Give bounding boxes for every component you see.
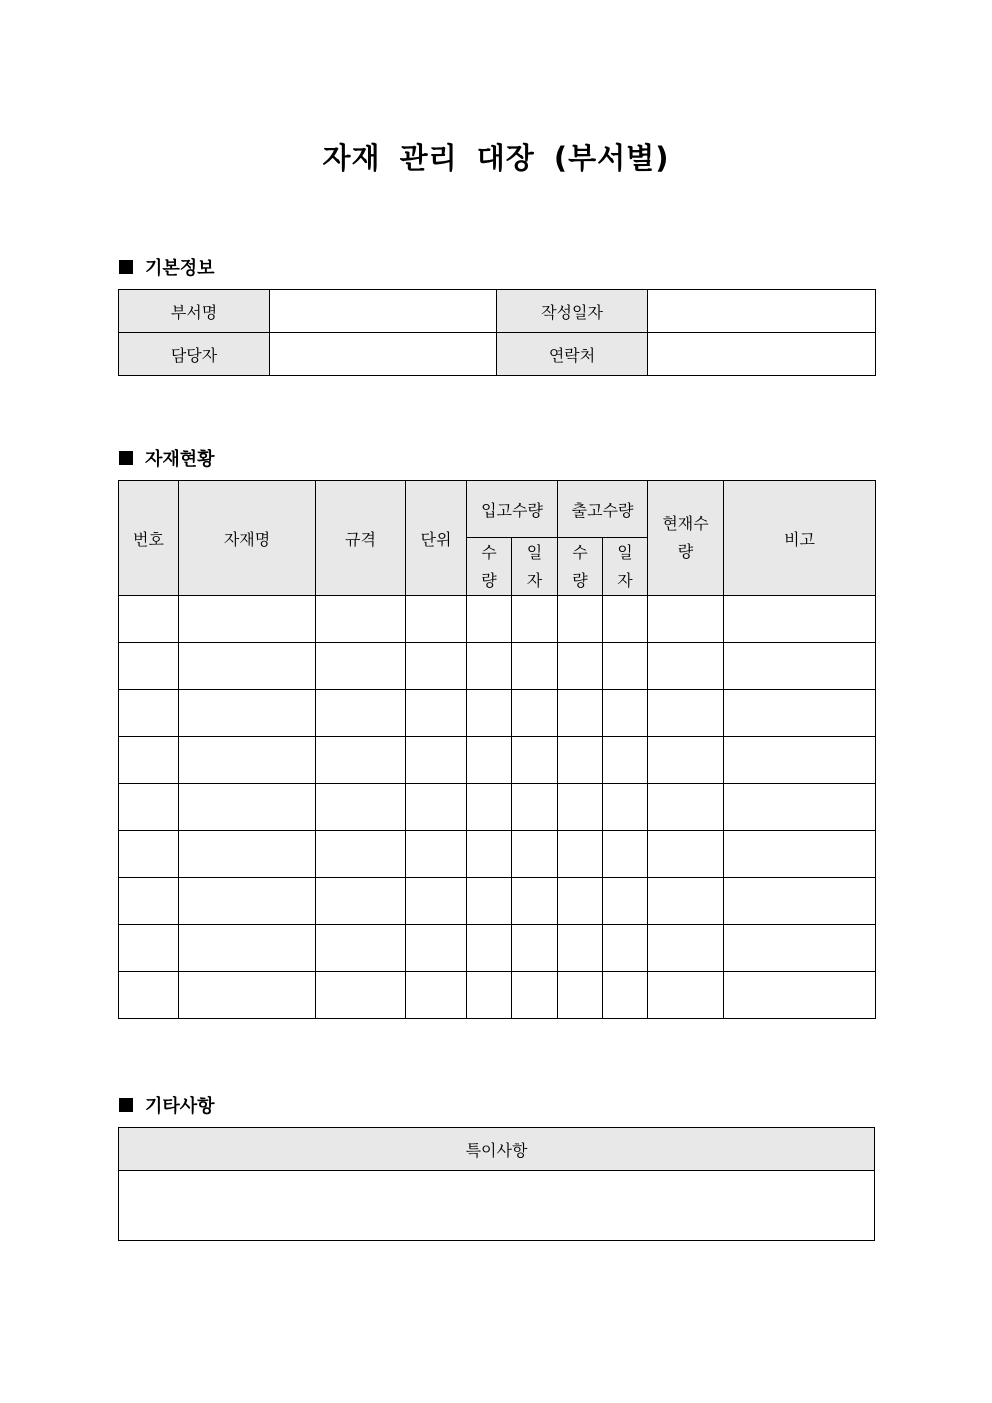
cell-spec[interactable] (316, 925, 406, 972)
cell-incoming-date[interactable] (512, 831, 558, 878)
cell-no[interactable] (119, 831, 179, 878)
header-date-line2: 자 (617, 570, 633, 590)
cell-outgoing-date[interactable] (603, 925, 648, 972)
cell-no[interactable] (119, 737, 179, 784)
cell-current-qty[interactable] (648, 690, 724, 737)
cell-outgoing-date[interactable] (603, 878, 648, 925)
cell-remarks[interactable] (724, 596, 876, 643)
cell-outgoing-amount[interactable] (558, 737, 603, 784)
cell-incoming-date[interactable] (512, 784, 558, 831)
cell-incoming-date[interactable] (512, 643, 558, 690)
cell-material-name[interactable] (179, 878, 316, 925)
header-incoming-qty: 입고수량 (467, 481, 558, 538)
contact-label: 연락처 (497, 333, 648, 376)
header-remarks: 비고 (724, 481, 876, 596)
header-unit: 단위 (406, 481, 467, 596)
cell-current-qty[interactable] (648, 878, 724, 925)
cell-outgoing-date[interactable] (603, 596, 648, 643)
header-spec: 규격 (316, 481, 406, 596)
cell-remarks[interactable] (724, 925, 876, 972)
date-label: 작성일자 (497, 290, 648, 333)
table-row (119, 878, 876, 925)
cell-current-qty[interactable] (648, 972, 724, 1019)
header-current-qty-line1: 현재수 (662, 514, 709, 533)
cell-outgoing-date[interactable] (603, 690, 648, 737)
cell-material-name[interactable] (179, 784, 316, 831)
cell-outgoing-amount[interactable] (558, 596, 603, 643)
cell-spec[interactable] (316, 737, 406, 784)
department-field[interactable] (270, 290, 497, 333)
cell-outgoing-date[interactable] (603, 784, 648, 831)
cell-remarks[interactable] (724, 690, 876, 737)
manager-field[interactable] (270, 333, 497, 376)
table-row (119, 737, 876, 784)
cell-current-qty[interactable] (648, 643, 724, 690)
cell-incoming-date[interactable] (512, 878, 558, 925)
square-bullet-icon (119, 1098, 133, 1112)
cell-incoming-amount[interactable] (467, 831, 512, 878)
cell-remarks[interactable] (724, 972, 876, 1019)
cell-spec[interactable] (316, 643, 406, 690)
cell-unit[interactable] (406, 596, 467, 643)
cell-unit[interactable] (406, 831, 467, 878)
basic-info-table (118, 289, 876, 376)
section-heading-basic (119, 254, 215, 280)
square-bullet-icon (119, 451, 133, 465)
page-title: 자재 관리 대장 (부서별) (322, 141, 670, 175)
header-outgoing-date (603, 538, 648, 596)
notes-table (118, 1127, 875, 1241)
header-material-name: 자재명 (179, 481, 316, 596)
cell-unit[interactable] (406, 972, 467, 1019)
header-incoming-date (512, 538, 558, 596)
notes-field[interactable] (119, 1171, 875, 1241)
cell-incoming-amount[interactable] (467, 878, 512, 925)
cell-incoming-amount[interactable] (467, 972, 512, 1019)
cell-incoming-amount[interactable] (467, 784, 512, 831)
cell-current-qty[interactable] (648, 784, 724, 831)
cell-current-qty[interactable] (648, 596, 724, 643)
cell-material-name[interactable] (179, 925, 316, 972)
cell-remarks[interactable] (724, 831, 876, 878)
section-heading-label: 기본정보 (145, 258, 215, 279)
cell-unit[interactable] (406, 784, 467, 831)
cell-material-name[interactable] (179, 737, 316, 784)
cell-incoming-amount[interactable] (467, 737, 512, 784)
header-date-line1: 일 (526, 542, 543, 562)
header-amount-line2: 량 (572, 570, 588, 590)
notes-header: 특이사항 (119, 1128, 875, 1171)
cell-unit[interactable] (406, 737, 467, 784)
department-label: 부서명 (119, 290, 270, 333)
table-row (119, 784, 876, 831)
cell-no[interactable] (119, 878, 179, 925)
cell-spec[interactable] (316, 972, 406, 1019)
cell-incoming-date[interactable] (512, 690, 558, 737)
cell-incoming-amount[interactable] (467, 596, 512, 643)
cell-spec[interactable] (316, 878, 406, 925)
cell-remarks[interactable] (724, 784, 876, 831)
cell-spec[interactable] (316, 596, 406, 643)
material-rows (119, 596, 876, 1019)
header-amount-line2: 량 (481, 570, 497, 590)
section-heading-other (119, 1092, 215, 1118)
cell-outgoing-amount[interactable] (558, 878, 603, 925)
date-field[interactable] (648, 290, 876, 333)
cell-material-name[interactable] (179, 596, 316, 643)
cell-unit[interactable] (406, 878, 467, 925)
table-row (119, 690, 876, 737)
cell-incoming-amount[interactable] (467, 643, 512, 690)
header-amount-line1: 수 (481, 542, 497, 562)
header-amount-line1: 수 (572, 542, 588, 562)
square-bullet-icon (119, 260, 133, 274)
cell-incoming-date[interactable] (512, 925, 558, 972)
manager-label: 담당자 (119, 333, 270, 376)
cell-no[interactable] (119, 643, 179, 690)
cell-unit[interactable] (406, 925, 467, 972)
cell-incoming-date[interactable] (512, 737, 558, 784)
cell-outgoing-amount[interactable] (558, 972, 603, 1019)
cell-material-name[interactable] (179, 690, 316, 737)
header-date-line1: 일 (617, 542, 633, 562)
cell-spec[interactable] (316, 690, 406, 737)
section-heading-label: 자재현황 (145, 449, 215, 470)
section-heading-label: 기타사항 (145, 1096, 215, 1117)
cell-current-qty[interactable] (648, 831, 724, 878)
cell-current-qty[interactable] (648, 737, 724, 784)
cell-incoming-amount[interactable] (467, 690, 512, 737)
cell-outgoing-amount[interactable] (558, 643, 603, 690)
cell-outgoing-date[interactable] (603, 831, 648, 878)
cell-incoming-date[interactable] (512, 972, 558, 1019)
cell-outgoing-date[interactable] (603, 643, 648, 690)
header-incoming-amount (467, 538, 512, 596)
header-no: 번호 (119, 481, 179, 596)
cell-current-qty[interactable] (648, 925, 724, 972)
cell-outgoing-amount[interactable] (558, 925, 603, 972)
table-row (119, 643, 876, 690)
table-row (119, 925, 876, 972)
header-outgoing-amount (558, 538, 603, 596)
material-status-table (118, 480, 876, 1019)
cell-no[interactable] (119, 972, 179, 1019)
header-date-line2: 자 (526, 570, 543, 590)
cell-incoming-amount[interactable] (467, 925, 512, 972)
cell-no[interactable] (119, 596, 179, 643)
cell-outgoing-amount[interactable] (558, 784, 603, 831)
cell-no[interactable] (119, 784, 179, 831)
cell-no[interactable] (119, 690, 179, 737)
cell-outgoing-date[interactable] (603, 737, 648, 784)
cell-material-name[interactable] (179, 643, 316, 690)
table-row (119, 831, 876, 878)
cell-spec[interactable] (316, 784, 406, 831)
contact-field[interactable] (648, 333, 876, 376)
cell-spec[interactable] (316, 831, 406, 878)
cell-material-name[interactable] (179, 831, 316, 878)
section-heading-materials (119, 445, 215, 471)
header-outgoing-qty: 출고수량 (558, 481, 648, 538)
header-current-qty-line2: 량 (677, 542, 694, 561)
cell-unit[interactable] (406, 643, 467, 690)
cell-outgoing-date[interactable] (603, 972, 648, 1019)
cell-outgoing-amount[interactable] (558, 690, 603, 737)
cell-outgoing-amount[interactable] (558, 831, 603, 878)
cell-remarks[interactable] (724, 643, 876, 690)
cell-remarks[interactable] (724, 737, 876, 784)
header-current-qty (648, 481, 724, 596)
cell-remarks[interactable] (724, 878, 876, 925)
table-row (119, 972, 876, 1019)
table-row (119, 596, 876, 643)
cell-material-name[interactable] (179, 972, 316, 1019)
cell-no[interactable] (119, 925, 179, 972)
cell-incoming-date[interactable] (512, 596, 558, 643)
cell-unit[interactable] (406, 690, 467, 737)
